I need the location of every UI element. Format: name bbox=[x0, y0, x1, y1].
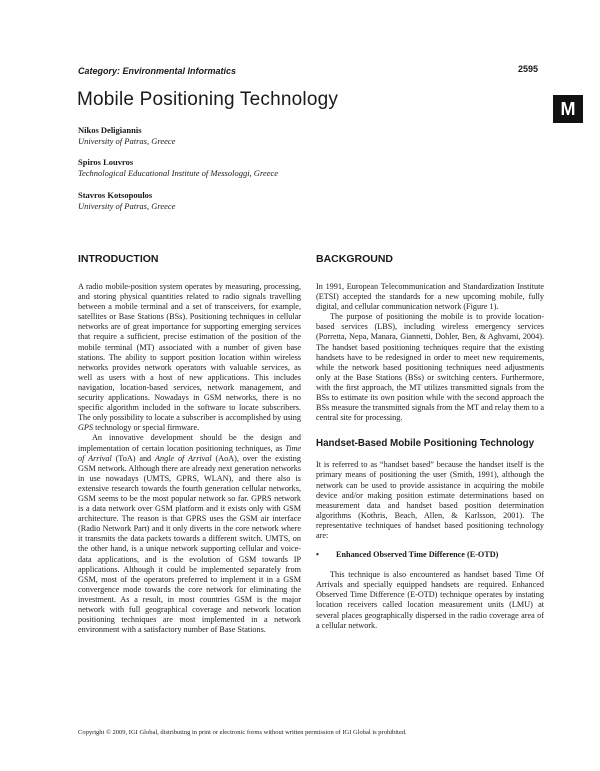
page-number: 2595 bbox=[518, 64, 539, 74]
author-affiliation: University of Patras, Greece bbox=[78, 201, 176, 211]
paragraph: This technique is also encountered as handset based Time Of Arrivals and specially equipped handsets are required. Enhanced Observed Time Difference (E-OTD) technique operates by instating location receivers called location measurement units (LMU) at several places geographically dispersed in the radio coverage area of a cellular network. bbox=[316, 570, 544, 630]
right-column bbox=[316, 253, 544, 631]
category-label: Category: Environmental Informatics bbox=[78, 66, 237, 76]
bullet-icon: • bbox=[316, 550, 319, 560]
section-heading-background: BACKGROUND bbox=[316, 253, 393, 265]
author-affiliation: University of Patras, Greece bbox=[78, 136, 176, 146]
author-affiliation: Technological Educational Institute of Messologgi, Greece bbox=[78, 168, 279, 178]
bullet-item bbox=[316, 550, 544, 560]
author-block bbox=[78, 190, 175, 212]
paragraph: The purpose of positioning the mobile is to provide location-based services (LBS), including wireless emergency services (Porretta, Nepa, Manara, Giannetti, Dohler, Ben, & Aghvami, 2004). The handset based positioning techniques require that the existing handsets have to be redesigned in order to meet new requirements, while the network based positioning techniques need adjustments only at the Base Stations (BSs) or switching centers. Furthermore, with the first approach, the MT utilizes transmitted signals from the BSs to estimate its own position while with the second approach the BSs measure the transmitted signals from the MT and relay them to a central site for processing. bbox=[316, 312, 544, 423]
author-name: Stavros Kotsopoulos bbox=[78, 190, 153, 200]
author-name: Spiros Louvros bbox=[78, 157, 134, 167]
section-heading-introduction: INTRODUCTION bbox=[78, 253, 159, 265]
paragraph: In 1991, European Telecommunication and Standardization Institute (ETSI) accepted the standards for a new upcoming mobile, fully digital, and cellular communication network (Figure 1). bbox=[316, 282, 544, 312]
paragraph: It is referred to as “handset based” because the handset itself is the primary means of positioning the user (Smith, 1991), although the network can be used to provide assistance in acquiring the mobile device and/or making position estimate determinations based on measurement data and handset based position determination algorithms (Kothris, Beach, Allen, & Karlsson, 2001). The representative techniques of handset based positioning technology are: bbox=[316, 460, 544, 540]
left-column bbox=[78, 253, 301, 635]
author-block bbox=[78, 157, 278, 179]
paragraph: A radio mobile-position system operates by measuring, processing, and storing physical quantities related to radio signals travelling between a mobile terminal and a set of transceivers, for example, satellites or Base Stations (BSs). Positioning techniques in cellular networks are of great importance for supporting emerging services that require a sufficient, precise estimation of the position of the mobile terminal (MT) associated with a number of given base stations. The ability to support position location within wireless networks provides network operators with valuable services, as well as users with a host of new applications. This includes navigation, location-based services, network management, and security applications. Nowadays in GSM networks, there is no specific algorithm included in the software to locate subscribers. The only possibility to locate a subscriber is accomplished by using GPS technology or special firmware. bbox=[78, 282, 301, 433]
section-letter-tab: M bbox=[553, 95, 583, 123]
paragraph: An innovative development should be the design and implementation of certain location positioning techniques, as Time of Arrival (ToA) and Angle of Arrival (AoA), over the existing GSM network. Although there are already next generation networks in use nowadays (UMTS, GPRS, WLAN), and there also is extensive research towards the fourth generation cellular networks, GSM seems to be the most popular network so far. GPRS network is a data network over GSM platform and it exists only with GSM architecture. The reason is that GPRS uses the GSM air interface (Radio Network Part) and it only diverts in the core network where it transmits the data packets towards a different switch. UMTS, on the other hand, is a unique network supporting cellular and voice-data applications, and is the evolution of GSM towards IP applications. Although it could be implemented separately from GSM, most of the operators preferred to implement it in a GSM convergence mode towards the core network for eliminating the investment. As a result, in most countries GSM is the major network with full geographical coverage and network location positioning techniques are most implemented in a network environment with a satisfactory number of Base Stations. bbox=[78, 433, 301, 635]
bullet-label: Enhanced Observed Time Difference (E-OTD) bbox=[336, 550, 499, 560]
author-block bbox=[78, 125, 175, 147]
article-title: Mobile Positioning Technology bbox=[77, 89, 339, 110]
copyright-footer: Copyright © 2009, IGI Global, distributing in print or electronic forms without written permission of IGI Global is prohibited. bbox=[78, 729, 407, 736]
author-name: Nikos Deligiannis bbox=[78, 125, 142, 135]
subsection-heading: Handset-Based Mobile Positioning Technology bbox=[316, 438, 535, 450]
